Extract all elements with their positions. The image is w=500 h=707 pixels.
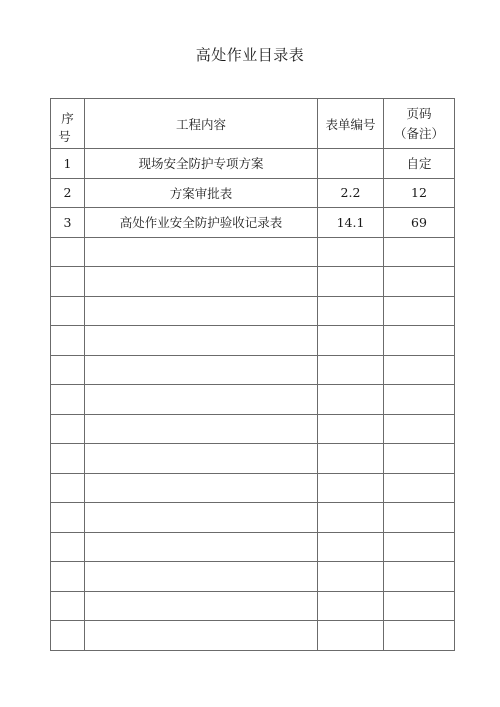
table-row bbox=[51, 178, 455, 208]
cell-form-no bbox=[318, 562, 384, 592]
cell-form-no bbox=[318, 591, 384, 621]
cell-content bbox=[85, 385, 318, 415]
table-row bbox=[51, 149, 455, 179]
table-body bbox=[51, 149, 455, 651]
cell-content bbox=[85, 326, 318, 356]
cell-form-no bbox=[318, 503, 384, 533]
cell-page bbox=[384, 621, 455, 651]
table-row bbox=[51, 355, 455, 385]
header-page bbox=[384, 99, 455, 149]
table-row bbox=[51, 503, 455, 533]
cell-page: 12 bbox=[384, 178, 455, 208]
table-row bbox=[51, 444, 455, 474]
cell-seq bbox=[51, 296, 85, 326]
cell-seq bbox=[51, 562, 85, 592]
cell-seq bbox=[51, 591, 85, 621]
table-row bbox=[51, 473, 455, 503]
cell-content bbox=[85, 532, 318, 562]
cell-page bbox=[384, 385, 455, 415]
header-page-sub: （备注） bbox=[393, 125, 444, 141]
cell-page bbox=[384, 237, 455, 267]
cell-form-no: 14.1 bbox=[318, 208, 384, 238]
table-row bbox=[51, 267, 455, 297]
cell-page bbox=[384, 503, 455, 533]
cell-content: 方案审批表 bbox=[85, 178, 318, 208]
cell-form-no bbox=[318, 444, 384, 474]
cell-content bbox=[85, 473, 318, 503]
cell-seq bbox=[51, 267, 85, 297]
cell-page bbox=[384, 267, 455, 297]
cell-page bbox=[384, 591, 455, 621]
cell-seq bbox=[51, 414, 85, 444]
cell-page bbox=[384, 296, 455, 326]
cell-seq bbox=[51, 355, 85, 385]
cell-form-no bbox=[318, 355, 384, 385]
cell-form-no bbox=[318, 326, 384, 356]
cell-content bbox=[85, 562, 318, 592]
header-content: 工程内容 bbox=[85, 99, 318, 149]
cell-page bbox=[384, 562, 455, 592]
cell-seq bbox=[51, 444, 85, 474]
cell-page bbox=[384, 473, 455, 503]
cell-page bbox=[384, 532, 455, 562]
table-row bbox=[51, 591, 455, 621]
catalog-table bbox=[50, 98, 455, 651]
cell-page bbox=[384, 326, 455, 356]
table-header-row bbox=[51, 99, 455, 149]
header-seq: 序 号 bbox=[51, 99, 85, 149]
table-row bbox=[51, 621, 455, 651]
cell-form-no bbox=[318, 296, 384, 326]
table-row bbox=[51, 414, 455, 444]
cell-seq bbox=[51, 326, 85, 356]
cell-page: 69 bbox=[384, 208, 455, 238]
cell-content bbox=[85, 503, 318, 533]
cell-content bbox=[85, 444, 318, 474]
table-row bbox=[51, 296, 455, 326]
cell-page bbox=[384, 444, 455, 474]
table-row bbox=[51, 562, 455, 592]
cell-content: 高处作业安全防护验收记录表 bbox=[85, 208, 318, 238]
cell-content bbox=[85, 355, 318, 385]
cell-page bbox=[384, 414, 455, 444]
cell-seq bbox=[51, 532, 85, 562]
cell-seq bbox=[51, 385, 85, 415]
cell-form-no bbox=[318, 237, 384, 267]
cell-form-no bbox=[318, 621, 384, 651]
cell-seq bbox=[51, 473, 85, 503]
cell-form-no bbox=[318, 385, 384, 415]
cell-page: 自定 bbox=[384, 149, 455, 179]
cell-content: 现场安全防护专项方案 bbox=[85, 149, 318, 179]
cell-seq bbox=[51, 237, 85, 267]
cell-form-no bbox=[318, 532, 384, 562]
cell-seq bbox=[51, 621, 85, 651]
table-row bbox=[51, 237, 455, 267]
cell-form-no bbox=[318, 473, 384, 503]
cell-seq bbox=[51, 503, 85, 533]
cell-form-no: 2.2 bbox=[318, 178, 384, 208]
table-row bbox=[51, 532, 455, 562]
header-form-no: 表单编号 bbox=[318, 99, 384, 149]
cell-seq: 2 bbox=[51, 178, 85, 208]
cell-content bbox=[85, 296, 318, 326]
table-row bbox=[51, 208, 455, 238]
cell-form-no bbox=[318, 267, 384, 297]
cell-form-no bbox=[318, 414, 384, 444]
cell-form-no bbox=[318, 149, 384, 179]
page-title: 高处作业目录表 bbox=[195, 46, 305, 64]
cell-content bbox=[85, 591, 318, 621]
cell-seq: 3 bbox=[51, 208, 85, 238]
cell-content bbox=[85, 414, 318, 444]
table-row bbox=[51, 385, 455, 415]
header-page-main: 页码 bbox=[406, 105, 432, 121]
cell-content bbox=[85, 237, 318, 267]
cell-content bbox=[85, 267, 318, 297]
cell-seq: 1 bbox=[51, 149, 85, 179]
cell-content bbox=[85, 621, 318, 651]
table-row bbox=[51, 326, 455, 356]
cell-page bbox=[384, 355, 455, 385]
